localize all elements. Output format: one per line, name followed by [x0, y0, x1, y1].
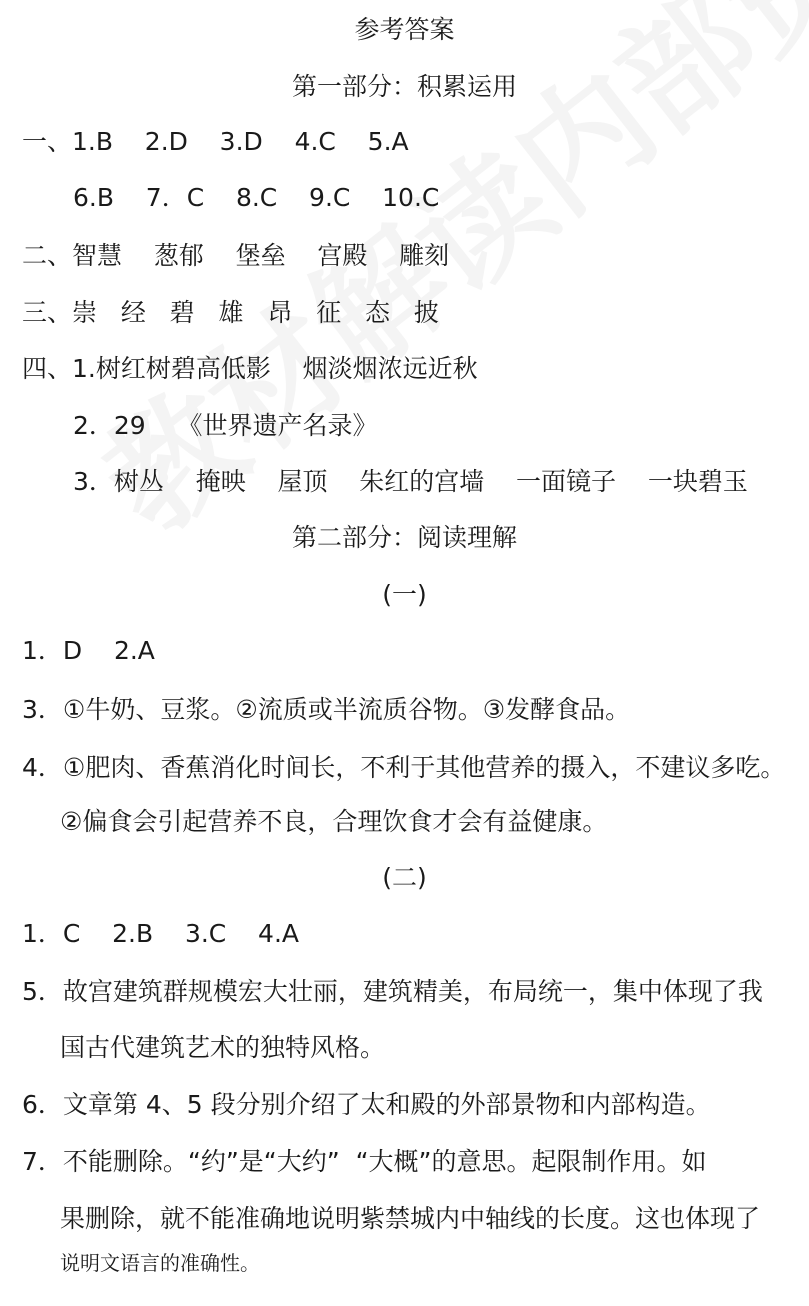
part1-q2: 二、智慧 葱郁 堡垒 宫殿 雕刻 [22, 241, 450, 270]
part1-q3: 三、崇 经 碧 雄 昂 征 态 披 [22, 298, 439, 327]
section1-answer-4-line2: ②偏食会引起营养不良，合理饮食才会有益健康。 [60, 807, 608, 836]
section2-answer-7-line1: 7．不能删除。“约”是“大约” “大概”的意思。起限制作用。如 [22, 1147, 707, 1176]
section1-answer-4-line1: 4．①肥肉、香蕉消化时间长，不利于其他营养的摄入，不建议多吃。 [22, 753, 786, 782]
section2-answer-1: 1．C 2.B 3.C 4.A [22, 919, 299, 948]
part1-q1-line1: 一、1.B 2.D 3.D 4.C 5.A [22, 127, 409, 156]
part1-q1-line2: 6.B 7．C 8.C 9.C 10.C [73, 183, 440, 212]
section2-answer-7-line2: 果删除，就不能准确地说明紫禁城内中轴线的长度。这也体现了 [60, 1204, 761, 1233]
page-title: 参考答案 [354, 15, 455, 44]
part1-q4-1: 四、1.树红树碧高低影 烟淡烟浓远近秋 [22, 354, 478, 383]
section1-label: (一) [382, 580, 427, 609]
section2-answer-5-line1: 5．故宫建筑群规模宏大壮丽，建筑精美，布局统一，集中体现了我 [22, 977, 763, 1006]
section1-answer-1: 1．D 2.A [22, 636, 155, 665]
section2-answer-6: 6．文章第 4、5 段分别介绍了太和殿的外部景物和内部构造。 [22, 1090, 711, 1119]
part2-heading: 第二部分：阅读理解 [291, 523, 517, 552]
part1-heading: 第一部分：积累运用 [291, 72, 517, 101]
part1-q4-3: 3．树丛 掩映 屋顶 朱红的宫墙 一面镜子 一块碧玉 [73, 467, 748, 496]
part1-q4-2: 2．29 《世界遗产名录》 [73, 411, 378, 440]
section2-answer-7-line3: 说明文语言的准确性。 [60, 1251, 260, 1275]
section1-answer-3: 3．①牛奶、豆浆。②流质或半流质谷物。③发酵食品。 [22, 695, 631, 724]
section2-label: (二) [382, 863, 427, 892]
section2-answer-5-line2: 国古代建筑艺术的独特风格。 [60, 1033, 386, 1062]
